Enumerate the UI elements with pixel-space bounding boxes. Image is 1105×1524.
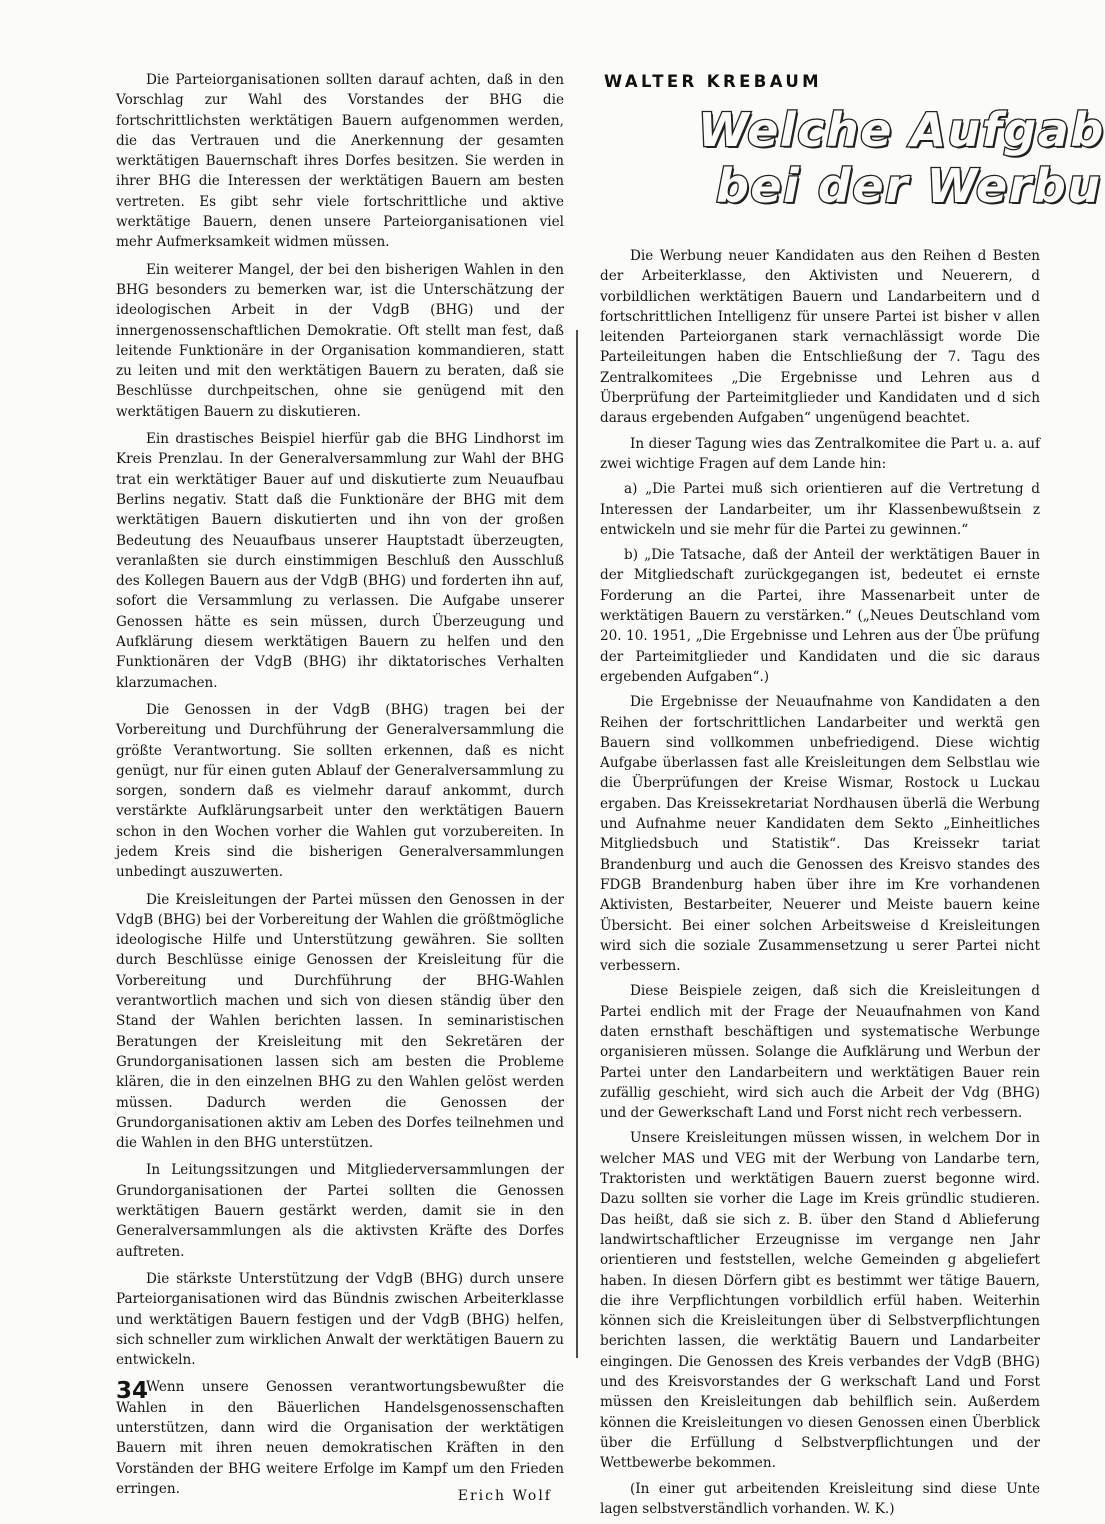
page-number: 34: [116, 1378, 149, 1404]
right-paragraph-1: Die Werbung neuer Kandidaten aus den Reihen d Besten der Arbeiterklasse, den Aktivisten und Neuerern, d vorbildlichen werktätigen Bauern und Landarbeitern und d fortschrittlichen Intelligenz für unsere Partei ist bisher v allen leitenden Parteiorganen stark vernachlässigt worde Die Parteileitungen haben die Entschließung der 7. Tagu des Zentralkomitees „Die Ergebnisse und Lehren aus d Überprüfung der Parteimitglieder und Kandidaten und d sich daraus ergebenden Aufgaben“ ungenügend beachtet.: [600, 248, 1040, 427]
article-headline: [674, 102, 1105, 214]
article-signature: Erich Wolf: [457, 1488, 552, 1505]
right-paragraph-2: In dieser Tagung wies das Zentralkomitee die Part u. a. auf zwei wichtige Fragen auf dem Lande hin:: [600, 435, 1040, 472]
left-paragraph-5: Die Kreisleitungen der Partei müssen den Genossen in der VdgB (BHG) bei der Vorbereitung der Wahlen die größtmögliche ideologische Hilfe und Unterstützung gewähren. Sie sollten durch Beschlüsse einige Genossen der Kreisleitung für die Vorbereitung und Durchführung der BHG-Wahlen verantwortlich machen und sich von diesen ständig über den Stand der Wahlen berichten lassen. In seminaristischen Beratungen der Kreisleitung mit den Sekretären der Grundorganisationen lassen sich am besten die Probleme klären, die in den einzelnen BHG zu den Wahlen gelöst werden müssen. Dadurch werden die Genossen der Grundorganisationen aktiv am Leben des Dorfes teilnehmen und die Wahlen in den BHG unterstützen.: [116, 891, 564, 1152]
right-quote-b: b) „Die Tatsache, daß der Anteil der werktätigen Bauer in der Mitgliedschaft zurückgegangen ist, bedeutet ei ernste Forderung an die Partei, ihre Massenarbeit unter de werktätigen Bauern zu verstärken.“ („Neues Deutschland vom 20. 10. 1951, „Die Ergebnisse und Lehren aus der Übe prüfung der Parteimitglieder und Kandidaten und die sic daraus ergebenden Aufgaben“.): [600, 547, 1040, 685]
column-divider: [576, 330, 578, 1358]
left-paragraph-2: Ein weiterer Mangel, der bei den bisherigen Wahlen in den BHG besonders zu bemerken war, ist die Unterschätzung der ideologischen Arbeit in der VdgB (BHG) und der innergenossenschaftlichen Demokratie. Oft stellt man fest, daß leitende Funktionäre in der Organisation kommandieren, statt zu leiten und mit den werktätigen Bauern zu beraten, daß sie Beschlüsse durchpeitschen, ohne sie genügend mit den werktätigen Bauern zu diskutieren.: [116, 261, 564, 420]
right-paragraph-6: Diese Beispiele zeigen, daß sich die Kreisleitungen d Partei endlich mit der Frage der Neuaufnahmen von Kand daten ernsthaft beschäftigen und systematische Werbunge organisieren müssen. Solange die Aufklärung und Werbun der Partei unter den Landarbeitern und werktätigen Bauer rein zufällig geschieht, wird sich auch die Arbeit der Vdg (BHG) und der Gewerkschaft Land und Forst nicht rech verbessern.: [600, 983, 1040, 1122]
left-paragraph-3: Ein drastisches Beispiel hierfür gab die BHG Lindhorst im Kreis Prenzlau. In der Generalversammlung zur Wahl der BHG trat ein werktätiger Bauer auf und diskutierte zum Neuaufbau Berlins negativ. Statt daß die Funktionäre der BHG mit dem werktätigen Bauern diskutierten und ihn von der großen Bedeutung des Neuaufbaus unserer Hauptstadt überzeugten, veranlaßten sie durch einstimmigen Beschluß den Ausschluß des Kollegen Bauern aus der VdgB (BHG) und forderten ihn auf, sofort die Versammlung zu verlassen. Die Aufgabe unserer Genossen hätte es sein müssen, durch Überzeugung und Aufklärung diesem werktätigen Bauern zu helfen und den Funktionären der VdgB (BHG) ihr diktatorisches Verhalten klarzumachen.: [116, 431, 564, 691]
right-paragraph-8: (In einer gut arbeitenden Kreisleitung sind diese Unte lagen selbstverständlich vorhanden. W. K.): [600, 1480, 1040, 1517]
right-paragraph-7: Unsere Kreisleitungen müssen wissen, in welchem Dor in welcher MAS und VEG mit der Werbung von Landarbe tern, Traktoristen und werktätigen Bauern zuerst begonne wird. Dazu sollten sie vorher die Lage im Kreis gründlic studieren. Das heißt, daß sie sich z. B. über den Stand d Ablieferung landwirtschaftlicher Erzeugnisse im vergange nen Jahr orientieren und feststellen, welche Gemeinden g abgeliefert haben. In diesen Dörfern gibt es bestimmt wer tätige Bauern, die ihre Verpflichtungen vorbildlich erfül haben. Weiterhin können sich die Kreisleitungen über di Selbstverpflichtungen berichten lassen, die werktätig Bauern und Landarbeiter eingingen. Die Genossen des Kreis verbandes der VdgB (BHG) und des Kreisvorstandes der G werkschaft Land und Forst müssen den Kreisleitungen dab behilflich sein. Außerdem können die Kreisleitungen vo diesen Genossen einen Überblick über die Erfüllung d Selbstverpflichtungen und der Wettbewerbe bekommen.: [600, 1130, 1040, 1472]
right-column-article: [600, 246, 1040, 1524]
headline-line-1: Welche Aufgab: [698, 103, 1105, 157]
left-paragraph-1: Die Parteiorganisationen sollten darauf achten, daß in den Vorschlag zur Wahl des Vorstandes der BHG die fortschrittlichsten werktätigen Bauern aufgenommen werden, die das Vertrauen und die Anerkennung der gesamten werktätigen Bauernschaft ihres Dorfes besitzen. Sie werden in ihrer BHG die Interessen der werktätigen Bauern am besten vertreten. Es gibt sehr viele fortschrittliche und aktive werktätige Bauern, denen unsere Parteiorganisationen viel mehr Aufmerksamkeit widmen müssen.: [116, 72, 564, 251]
left-column-article: [116, 70, 564, 1506]
left-paragraph-7: Die stärkste Unterstützung der VdgB (BHG) durch unsere Parteiorganisationen wird das Bündnis zwischen Arbeiterklasse und werktätigen Bauern festigen und der VdgB (BHG) helfen, sich schneller zum wirklichen Anwalt der werktätigen Bauern zu entwickeln.: [116, 1270, 564, 1369]
left-paragraph-8: Wenn unsere Genossen verantwortungsbewußter die Wahlen in den Bäuerlichen Handelsgenossenschaften unterstützen, dann wird die Organisation der werktätigen Bauern mit ihren neuen demokratischen Kräften in den Vorständen der BHG weitere Erfolge im Kampf um den Frieden erringen.: [116, 1379, 564, 1497]
left-paragraph-4: Die Genossen in der VdgB (BHG) tragen bei der Vorbereitung und Durchführung der Generalversammlung die größte Verantwortung. Sie sollten erkennen, daß es nicht genügt, nur für einen guten Ablauf der Generalversammlung zu sorgen, sondern daß es vielmehr darauf ankommt, durch verstärkte Aufklärungsarbeit unter den werktätigen Bauern schon in den Wochen vorher die Wahlen gut vorzubereiten. In jedem Kreis sind die bisherigen Generalversammlungen unbedingt auszuwerten.: [116, 701, 564, 881]
right-quote-a: a) „Die Partei muß sich orientieren auf die Vertretung d Interessen der Landarbeiter, um ihr Klassenbewußtsein z entwickeln und sie mehr für die Partei zu gewinnen.“: [600, 481, 1040, 538]
left-paragraph-6: In Leitungssitzungen und Mitgliederversammlungen der Grundorganisationen der Partei sollten die Genossen werktätigen Bauern gestärkt werden, damit sie in den Generalversammlungen als die aktivsten Kräfte des Dorfes auftreten.: [116, 1162, 564, 1260]
author-name: WALTER KREBAUM: [604, 72, 823, 91]
headline-line-2: bei der Werbu: [716, 159, 1102, 213]
right-paragraph-5: Die Ergebnisse der Neuaufnahme von Kandidaten a den Reihen der fortschrittlichen Landarbeiter und werktä gen Bauern sind vollkommen unbefriedigend. Diese wichtig Aufgabe überlassen fast alle Kreisleitungen dem Selbstlau wie die Überprüfungen der Kreise Wismar, Rostock u Luckau ergaben. Das Kreissekretariat Nordhausen überlä die Werbung und Aufnahme neuer Kandidaten dem Sekto „Einheitliches Mitgliedsbuch und Statistik“. Das Kreissekr tariat Brandenburg und auch die Genossen des Kreisvo standes des FDGB Brandenburg haben über ihre im Kre vorhandenen Aktivisten, Bestarbeiter, Neuerer und Meiste bauern keine Übersicht. Bei einer solchen Arbeitsweise d Kreisleitungen wird sich die soziale Zusammensetzung u serer Partei nicht verbessern.: [600, 694, 1040, 975]
